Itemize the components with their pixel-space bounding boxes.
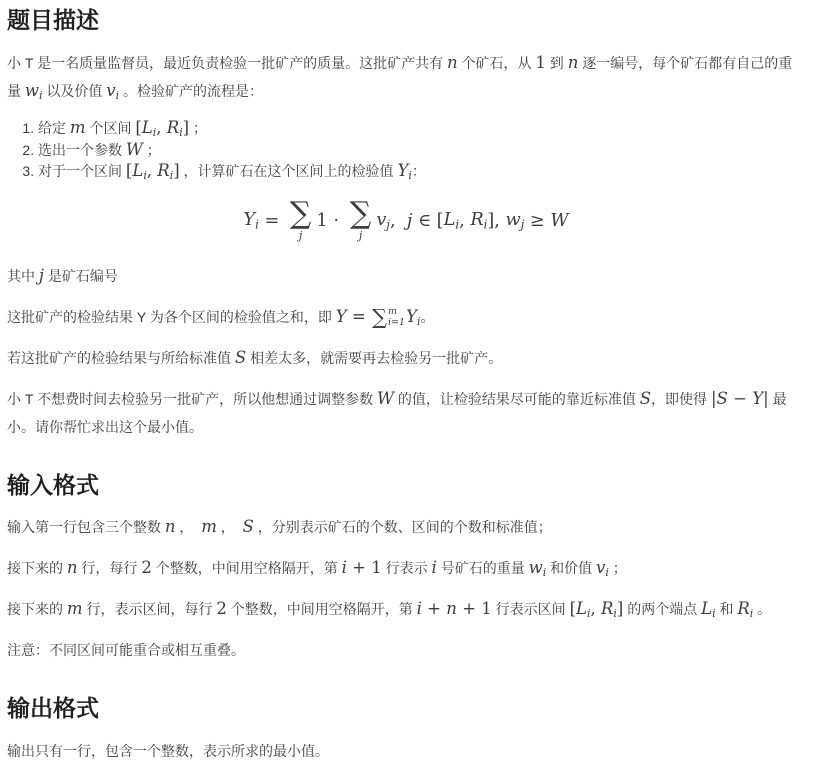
math-run: m (66, 599, 83, 619)
text-run: 号矿石的重量 (436, 560, 529, 577)
math-run: Y (335, 306, 347, 326)
math-run: n (446, 52, 458, 72)
text-run: 个矿石，从 (457, 54, 536, 71)
text-run: 。 (420, 308, 435, 325)
math-var: $Y_i$ (397, 160, 412, 182)
text-run: 的两个端点 (623, 601, 702, 618)
math-run: = (346, 306, 372, 326)
text-run: 接下来的 (7, 601, 67, 618)
math-run: m (69, 117, 86, 137)
text-run: 对于一个区间 (38, 162, 126, 179)
math-run: + (421, 599, 447, 619)
text-run: ，计算矿石在这个区间上的检验值 (179, 162, 398, 179)
math-var: $L_i$ (443, 210, 460, 232)
math-subscript: i (586, 607, 591, 621)
math-run: n (567, 52, 579, 72)
math-run: i (431, 558, 437, 578)
problem-content (7, 6, 805, 765)
text-run: 注意：不同区间可能重合或相互重叠。 (7, 642, 245, 659)
math-run: , (459, 210, 471, 231)
text-run: 行，每行 (77, 560, 142, 577)
display-sum-symbol (349, 195, 372, 242)
math-run: j (38, 265, 45, 285)
math-var: $R_i$ (166, 117, 183, 139)
math-run: n (446, 599, 457, 619)
sum-upper-limit: m (388, 306, 398, 318)
text-run: 逐一编号，每个矿石都有自己的重量 (7, 54, 793, 99)
math-subscript: i (408, 168, 412, 182)
math-run: 1 (535, 52, 546, 72)
text-run: ，即使得 (651, 390, 711, 407)
math-subscript: i (115, 88, 120, 102)
paragraph (7, 554, 805, 582)
text-run: 选出一个参数 (38, 141, 126, 158)
text-run: ： (411, 162, 426, 179)
text-run: 个整数，中间用空格隔开，第 (151, 560, 342, 577)
text-run: 和 (715, 601, 738, 618)
math-run: [ (436, 210, 444, 231)
list-item (38, 161, 805, 182)
math-run: , (146, 160, 158, 180)
math-subscript: i (749, 607, 754, 621)
math-run: = (258, 210, 285, 231)
math-subscript: i (169, 168, 174, 182)
math-var: $R_i$ (737, 599, 754, 621)
math-run: j (406, 210, 413, 231)
math-run: i (341, 558, 347, 578)
math-run: , (494, 210, 506, 231)
paragraph (7, 49, 805, 105)
math-run: | (710, 388, 717, 408)
math-var: $R_i$ (157, 160, 174, 182)
math-run: 1 (316, 210, 328, 231)
text-run: 个区间 (85, 119, 136, 136)
math-run: 2 (216, 599, 227, 619)
math-run: n (66, 558, 78, 578)
math-run: S (234, 347, 247, 367)
math-run: [ (135, 117, 142, 137)
text-run: ； (189, 119, 208, 136)
text-run: 最小。请你帮忙求出这个最小值。 (7, 390, 787, 435)
math-run: S (639, 388, 652, 408)
math-var: $v_i$ (596, 558, 609, 580)
list-item (38, 140, 805, 160)
math-subscript: i (613, 607, 617, 621)
list-item (38, 118, 805, 139)
text-run: 到 (545, 54, 568, 71)
sum-limits (388, 307, 405, 329)
math-run: 2 (141, 558, 152, 578)
math-var: $w_i$ (528, 558, 547, 580)
text-run: ； (608, 560, 627, 577)
math-subscript: i (712, 607, 716, 621)
math-run: i (416, 599, 422, 619)
display-formula (7, 195, 805, 244)
math-var: $Y_i$ (406, 306, 421, 328)
paragraph (7, 513, 805, 541)
text-run: 。 (753, 601, 772, 618)
math-run: [ (125, 160, 133, 180)
math-run: + 1 (456, 599, 492, 619)
math-subscript: i (455, 217, 460, 232)
section-problem-description (7, 6, 805, 441)
paragraph (7, 262, 805, 290)
section-heading-output-format: 输出格式 (7, 695, 99, 722)
math-run: Y (752, 388, 764, 408)
math-subscript: i (152, 125, 157, 139)
text-run: 行表示区间 (491, 601, 570, 618)
paragraph (7, 737, 805, 765)
math-run: , (156, 117, 167, 137)
math-var: $w_i$ (24, 80, 43, 102)
math-run: , (389, 210, 407, 231)
text-run: 接下来的 (7, 560, 67, 577)
section-heading-input-format: 输入格式 (7, 471, 99, 498)
math-var: $L_i$ (576, 599, 591, 621)
math-var: $w_j$ (505, 210, 525, 232)
inline-sum-symbol (372, 307, 405, 329)
section-heading-problem-description: 题目描述 (7, 7, 99, 33)
math-run: ] (182, 117, 190, 137)
text-run: 输入第一行包含三个整数 (7, 519, 165, 536)
math-subscript: j (386, 217, 390, 232)
math-run: − (727, 388, 753, 408)
display-sum-symbol (289, 195, 312, 242)
math-run: W (550, 210, 569, 231)
text-run: 个整数，中间用空格隔开，第 (226, 601, 417, 618)
math-run: ] (487, 210, 495, 231)
text-run: 和价值 (546, 560, 597, 577)
math-run: | (763, 388, 769, 408)
math-subscript: i (255, 217, 259, 232)
text-run: 小 T 不想费时间去检验另一批矿产，所以他想通过调整参数 (7, 390, 377, 407)
math-subscript: i (179, 125, 183, 139)
math-run: W (125, 139, 143, 159)
math-subscript: i (416, 314, 421, 328)
text-run: ； (142, 141, 161, 158)
math-run: ≥ (524, 210, 551, 231)
sum-lower-limit: j (298, 228, 303, 242)
text-run: 相差太多，就需要再去检验另一批矿产。 (246, 349, 503, 366)
sum-lower-limit: j (358, 228, 363, 242)
math-subscript: j (520, 217, 525, 232)
text-run: ， (175, 519, 202, 536)
text-run: 行表示 (381, 560, 432, 577)
text-run: 。检验矿产的流程是： (119, 82, 264, 99)
text-run: 行，表示区间，每行 (82, 601, 217, 618)
math-subscript: i (143, 168, 147, 182)
paragraph (7, 303, 805, 331)
math-run: n (164, 517, 176, 537)
math-subscript: i (605, 566, 609, 580)
text-run: 这批矿产的检验结果 Y 为各个区间的检验值之和，即 (7, 308, 336, 325)
text-run: 是矿石编号 (44, 267, 118, 284)
text-run: 给定 (38, 119, 70, 136)
sum-lower-limit: i=1 (388, 316, 406, 328)
math-var: $v_i$ (106, 80, 120, 102)
math-var: $L_i$ (701, 599, 716, 621)
math-run: ] (616, 599, 624, 619)
math-var: $R_i$ (600, 599, 617, 621)
text-run: 输出只有一行，包含一个整数，表示所求的最小值。 (7, 743, 329, 760)
paragraph (7, 595, 805, 623)
text-run: 的值，让检验结果尽可能的靠近标准值 (393, 390, 640, 407)
math-var: $L_i$ (132, 160, 147, 182)
text-run: ， (216, 519, 243, 536)
math-run: ∈ (412, 210, 437, 231)
text-run: 若这批矿产的检验结果与所给标准值 (7, 349, 235, 366)
math-run: m (201, 517, 217, 537)
math-run: ] (173, 160, 180, 180)
math-var: $Y_i$ (243, 210, 259, 232)
sum-sigma-icon: ∑ (372, 305, 388, 330)
paragraph (7, 385, 805, 441)
math-var: $v_j$ (376, 210, 390, 232)
math-run: + 1 (346, 558, 382, 578)
math-run: W (376, 388, 394, 408)
text-run: 小 T 是一名质量监督员，最近负责检验一批矿产的质量。这批矿产共有 (7, 54, 447, 71)
math-run: [ (569, 599, 577, 619)
math-run: S (242, 517, 254, 537)
math-subscript: i (542, 566, 547, 580)
section-output-format (7, 694, 805, 765)
math-run: , (590, 599, 601, 619)
sum-sigma-icon: ∑ (349, 195, 372, 231)
paragraph (7, 636, 805, 664)
text-run: 以及价值 (42, 82, 107, 99)
math-subscript: i (483, 217, 488, 232)
text-run: ，分别表示矿石的个数、区间的个数和标准值； (253, 519, 552, 536)
math-run: S (716, 388, 728, 408)
math-subscript: i (39, 88, 43, 102)
section-input-format (7, 471, 805, 665)
text-run: 其中 (7, 267, 39, 284)
math-run: ⋅ (327, 210, 345, 231)
paragraph (7, 344, 805, 372)
sum-sigma-icon: ∑ (289, 195, 312, 231)
math-var: $R_i$ (470, 210, 488, 232)
math-var: $L_i$ (141, 117, 157, 139)
ordered-list (7, 118, 805, 182)
